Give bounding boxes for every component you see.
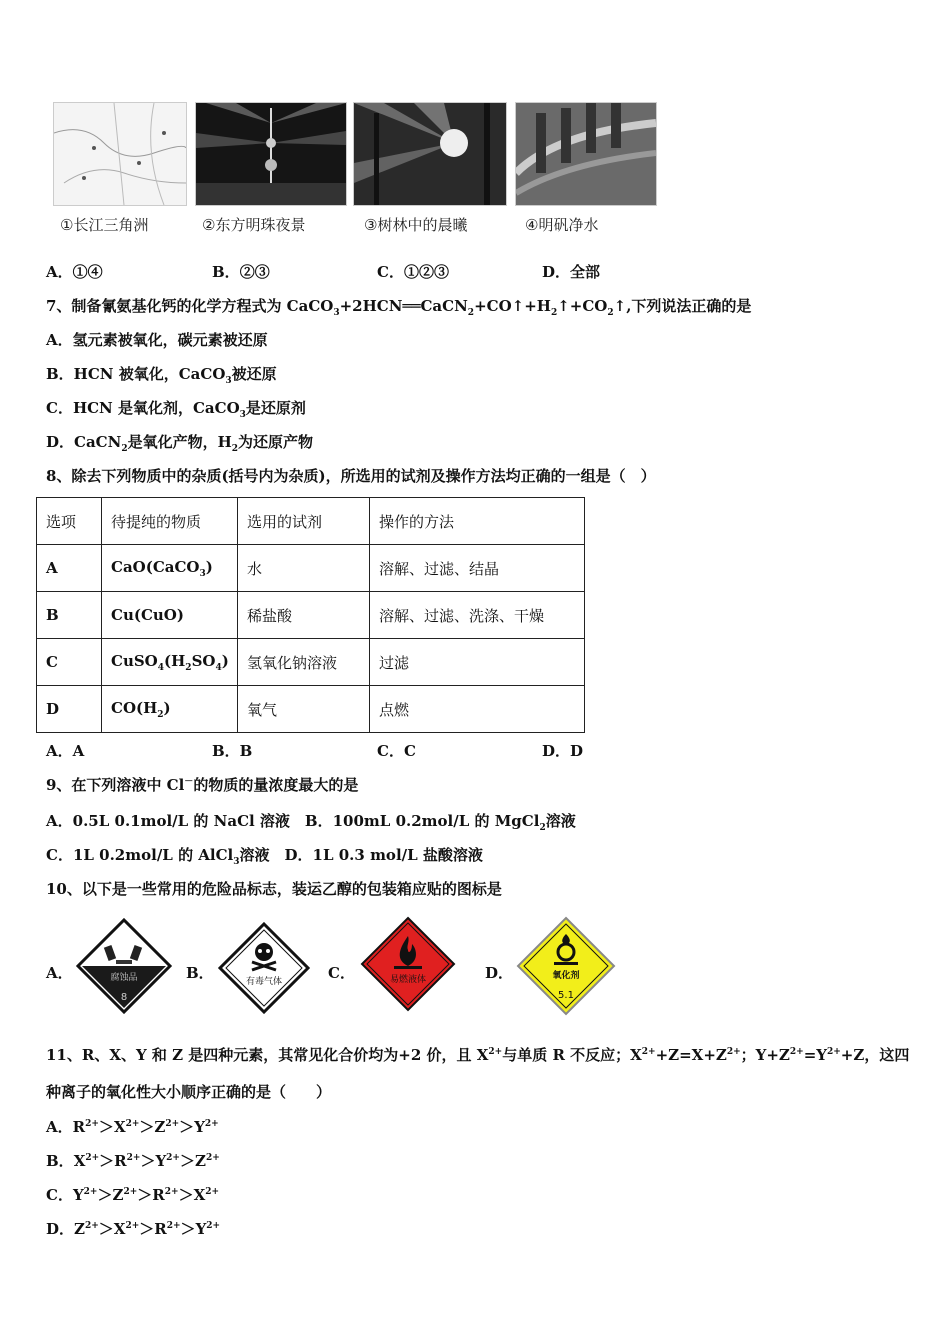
q7-stem: 7、制备氰氨基化钙的化学方程式为 $CaCO_3+2HCN══CaCN_2+CO↑+H_2↑+CO_2↑$,下列说法正确的是: [46, 297, 752, 318]
table-cell-substance: $CuSO_4(H_2SO_4)$: [102, 639, 238, 686]
table-cell-reagent: 氧气: [238, 686, 370, 733]
q11-option-c[interactable]: C．$Y^{2+}>Z^{2+}>R^{2+}>X^{2+}$: [46, 1186, 220, 1204]
table-cell-option: D: [37, 686, 102, 733]
table-header: 操作的方法: [370, 498, 585, 545]
q10-option-c-letter[interactable]: C．: [328, 964, 355, 982]
table-cell-substance: Cu(CuO): [102, 592, 238, 639]
table-cell-option: A: [37, 545, 102, 592]
forest-morning-light-image: [353, 102, 507, 206]
toxic-gas-sign-icon[interactable]: [218, 922, 310, 1018]
table-cell-reagent: 稀盐酸: [238, 592, 370, 639]
alum-water-purification-image: [515, 102, 657, 206]
flammable-liquid-sign-icon[interactable]: [360, 916, 456, 1016]
table-cell-substance: CaO(CaCO$_3$): [102, 545, 238, 592]
q10-stem: 10、以下是一些常用的危险品标志，装运乙醇的包装箱应贴的图标是: [46, 880, 502, 898]
q10-option-b-letter[interactable]: B．: [186, 964, 214, 982]
table-row: [37, 639, 585, 686]
q6-option-b[interactable]: [212, 261, 270, 282]
table-cell-method: 溶解、过滤、结晶: [370, 545, 585, 592]
image-caption-1: ①长江三角洲: [60, 216, 149, 234]
option-text: ②③: [239, 263, 270, 281]
option-letter: B．: [212, 263, 240, 281]
table-cell-method: 点燃: [370, 686, 585, 733]
table-cell-method: 溶解、过滤、洗涤、干燥: [370, 592, 585, 639]
table-header: 选项: [37, 498, 102, 545]
q6-option-d[interactable]: [542, 261, 600, 282]
q8-option-d[interactable]: D．D: [542, 742, 584, 760]
q11-stem-line-1: 11、R、X、Y 和 Z 是四种元素，其常见化合价均为+2 价，且 $X^{2+}$与单质 R 不反应；$X^{2+}+Z=X+Z^{2+}$；$Y+Z^{2+}=Y^{2+}+Z$，这四: [46, 1046, 910, 1064]
sign-text: 有毒气体: [245, 977, 283, 987]
q8-table: [36, 497, 585, 733]
q9-stem: 9、在下列溶液中 Cl－的物质的量浓度最大的是: [46, 776, 359, 794]
sign-text: 氧化剂: [552, 971, 580, 981]
table-cell-reagent: 水: [238, 545, 370, 592]
table-cell-method: 过滤: [370, 639, 585, 686]
image-caption-4: ④明矾净水: [525, 216, 599, 234]
oriental-pearl-night-image: [195, 102, 347, 206]
corrosive-sign-icon[interactable]: [76, 918, 172, 1018]
image-caption-3: ③树林中的晨曦: [364, 216, 468, 234]
option-text: ①④: [72, 263, 103, 281]
q8-option-a[interactable]: A．A: [46, 742, 85, 760]
q10-option-d-letter[interactable]: D．: [485, 964, 514, 982]
sign-number: 5.1: [558, 990, 574, 1001]
q6-option-c[interactable]: [377, 261, 449, 282]
q7-option-a[interactable]: A．氢元素被氧化，碳元素被还原: [46, 331, 268, 349]
q6-option-a[interactable]: [46, 261, 103, 282]
table-row: [37, 592, 585, 639]
option-letter: D．: [542, 263, 571, 281]
table-row: [37, 686, 585, 733]
sign-text: 腐蚀品: [110, 973, 138, 983]
q11-option-d[interactable]: D．$Z^{2+}>X^{2+}>R^{2+}>Y^{2+}$: [46, 1220, 221, 1238]
q9-options-row-2[interactable]: C．1L 0.2mol/L 的 AlCl$_3$溶液 D．1L 0.3 mol/L 盐酸溶液: [46, 846, 483, 867]
q7-option-c[interactable]: C．HCN 是氧化剂，CaCO$_3$是还原剂: [46, 399, 306, 420]
q10-option-a-letter[interactable]: A．: [46, 964, 73, 982]
q8-option-b[interactable]: B．B: [212, 742, 253, 760]
oxidizer-sign-icon[interactable]: [516, 916, 616, 1020]
table-header: 待提纯的物质: [102, 498, 238, 545]
option-text: 全部: [570, 263, 601, 281]
table-cell-substance: $CO(H_2)$: [102, 686, 238, 733]
table-header-row: [37, 498, 585, 545]
q7-option-b[interactable]: B．HCN 被氧化，CaCO$_3$被还原: [46, 365, 277, 386]
table-cell-option: B: [37, 592, 102, 639]
table-cell-option: C: [37, 639, 102, 686]
q11-option-b[interactable]: B．$X^{2+}>R^{2+}>Y^{2+}>Z^{2+}$: [46, 1152, 220, 1170]
table-header: 选用的试剂: [238, 498, 370, 545]
sign-text: 易燃液体: [389, 975, 427, 985]
option-letter: A．: [46, 263, 73, 281]
q8-option-c[interactable]: C．C: [377, 742, 416, 760]
q11-option-a[interactable]: A．$R^{2+}>X^{2+}>Z^{2+}>Y^{2+}$: [46, 1118, 219, 1136]
table-cell-reagent: 氢氧化钠溶液: [238, 639, 370, 686]
q11-stem-line-2: 种离子的氧化性大小顺序正确的是（ ）: [46, 1083, 332, 1101]
option-letter: C．: [377, 263, 404, 281]
table-row: [37, 545, 585, 592]
q7-option-d[interactable]: D．CaCN$_2$是氧化产物，$H_2$为还原产物: [46, 433, 314, 454]
option-text: ①②③: [403, 263, 449, 281]
q8-stem: 8、除去下列物质中的杂质(括号内为杂质)，所选用的试剂及操作方法均正确的一组是（ ）: [46, 467, 656, 485]
q9-options-row-1[interactable]: A．0.5L 0.1mol/L 的 NaCl 溶液 B．100mL 0.2mol/L 的 MgCl$_2$溶液: [46, 812, 576, 833]
yangtze-delta-map-image: [53, 102, 187, 206]
sign-number: 8: [120, 992, 128, 1003]
image-caption-2: ②东方明珠夜景: [202, 216, 306, 234]
